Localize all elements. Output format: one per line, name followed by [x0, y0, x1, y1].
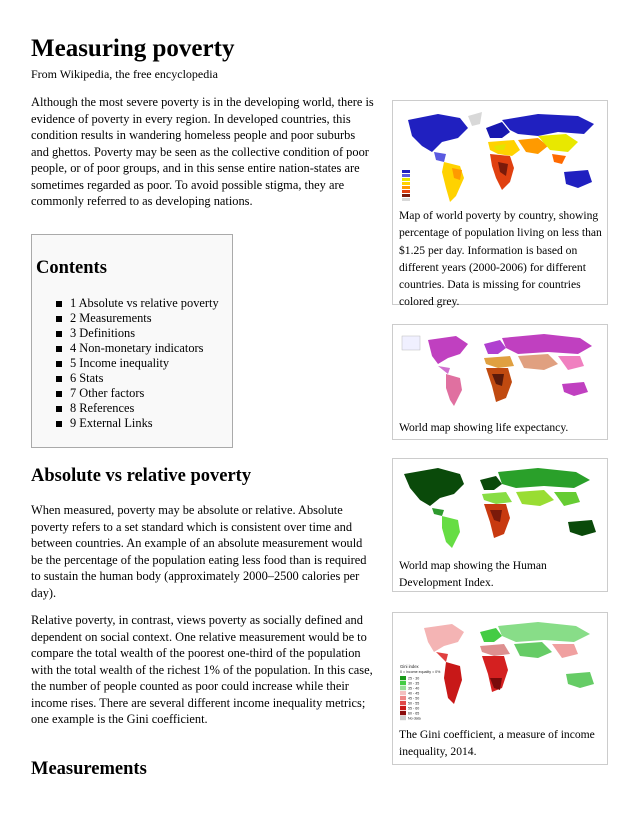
gini-legend-item: 55 - 60 — [408, 706, 420, 711]
toc-item-stats[interactable]: 6 Stats — [56, 371, 219, 386]
gini-legend-item: 25 - 30 — [408, 676, 420, 681]
figure-poverty-map — [392, 100, 608, 309]
figure-hdi — [392, 458, 608, 592]
figure-gini-caption: The Gini coefficient, a measure of income inequality, 2014. — [399, 728, 595, 759]
heading-measurements: Measurements — [31, 759, 147, 779]
gini-legend-item: 60 - 65 — [408, 711, 420, 716]
figure-poverty-caption: Map of world poverty by country, showing percentage of population living on less than $1.25 per day. Information is based on different years (2000-2006) for different countries. Data is missing for countries colored grey. — [399, 209, 602, 309]
gini-legend-item: 45 - 50 — [408, 696, 420, 701]
figure-hdi-caption: World map showing the Human Development Index. — [399, 559, 547, 590]
page-subtitle: From Wikipedia, the free encyclopedia — [31, 67, 218, 81]
toc-item-references[interactable]: 8 References — [56, 401, 219, 416]
gini-legend-item: 50 - 55 — [408, 701, 420, 706]
toc-item-income-inequality[interactable]: 5 Income inequality — [56, 356, 219, 371]
gini-legend-item: 35 - 40 — [408, 686, 420, 691]
toc-item-external-links[interactable]: 9 External Links — [56, 416, 219, 431]
toc-item-non-monetary-indicators[interactable]: 4 Non-monetary indicators — [56, 341, 219, 356]
gini-legend-title: Gini index — [400, 664, 419, 669]
heading-absolute-vs-relative: Absolute vs relative poverty — [31, 466, 252, 486]
gini-legend-item: 30 - 35 — [408, 681, 420, 686]
toc-item-other-factors[interactable]: 7 Other factors — [56, 386, 219, 401]
toc-title: Contents — [36, 258, 107, 278]
gini-legend-item: No data — [408, 716, 421, 721]
poverty-world-map[interactable] — [398, 106, 603, 206]
intro-paragraph: Although the most severe poverty is in the developing world, there is evidence of poverty in every region. In developed countries, this condition results in wandering homeless people and poor suburbs and ghettos. Poverty may be seen as the collective condition of poor people, or of poor groups, and in this sense entire nation-states are sometimes regarded as poor. To avoid possible stigma, they are commonly referred to as developing nations. — [31, 95, 374, 208]
absolute-paragraph-1: When measured, poverty may be absolute or relative. Absolute poverty refers to a set standard which is consistent over time and between countries. An example of an absolute measurement would be the percentage of the population eating less food than is required to sustain the human body (approximately 2000–2500 calories per day). — [31, 503, 367, 600]
gini-legend-item: 40 - 45 — [408, 691, 420, 696]
absolute-paragraph-2: Relative poverty, in contrast, views poverty as socially defined and dependent on social context. One relative measurement would be to compare the total wealth of the poorest one-third of the population with the total wealth of the richest 1% of the population. In this case, the number of people counted as poor could increase while their income rises. There are several different income inequality metrics; one example is the Gini coefficient. — [31, 613, 373, 726]
hdi-world-map[interactable] — [398, 464, 603, 554]
figure-gini — [392, 612, 608, 765]
table-of-contents — [31, 234, 233, 448]
life-expectancy-map[interactable] — [398, 330, 603, 415]
toc-list — [56, 296, 219, 431]
toc-item-measurements[interactable]: 2 Measurements — [56, 311, 219, 326]
page-title: Measuring poverty — [31, 35, 235, 62]
gini-world-map[interactable] — [398, 618, 603, 726]
figure-life-expectancy-caption: World map showing life expectancy. — [399, 421, 569, 434]
toc-item-definitions[interactable]: 3 Definitions — [56, 326, 219, 341]
gini-legend-subtitle: 0 = income equality = 0% — [400, 670, 441, 674]
figure-life-expectancy — [392, 324, 608, 440]
toc-item-absolute-vs-relative[interactable]: 1 Absolute vs relative poverty — [56, 296, 219, 311]
